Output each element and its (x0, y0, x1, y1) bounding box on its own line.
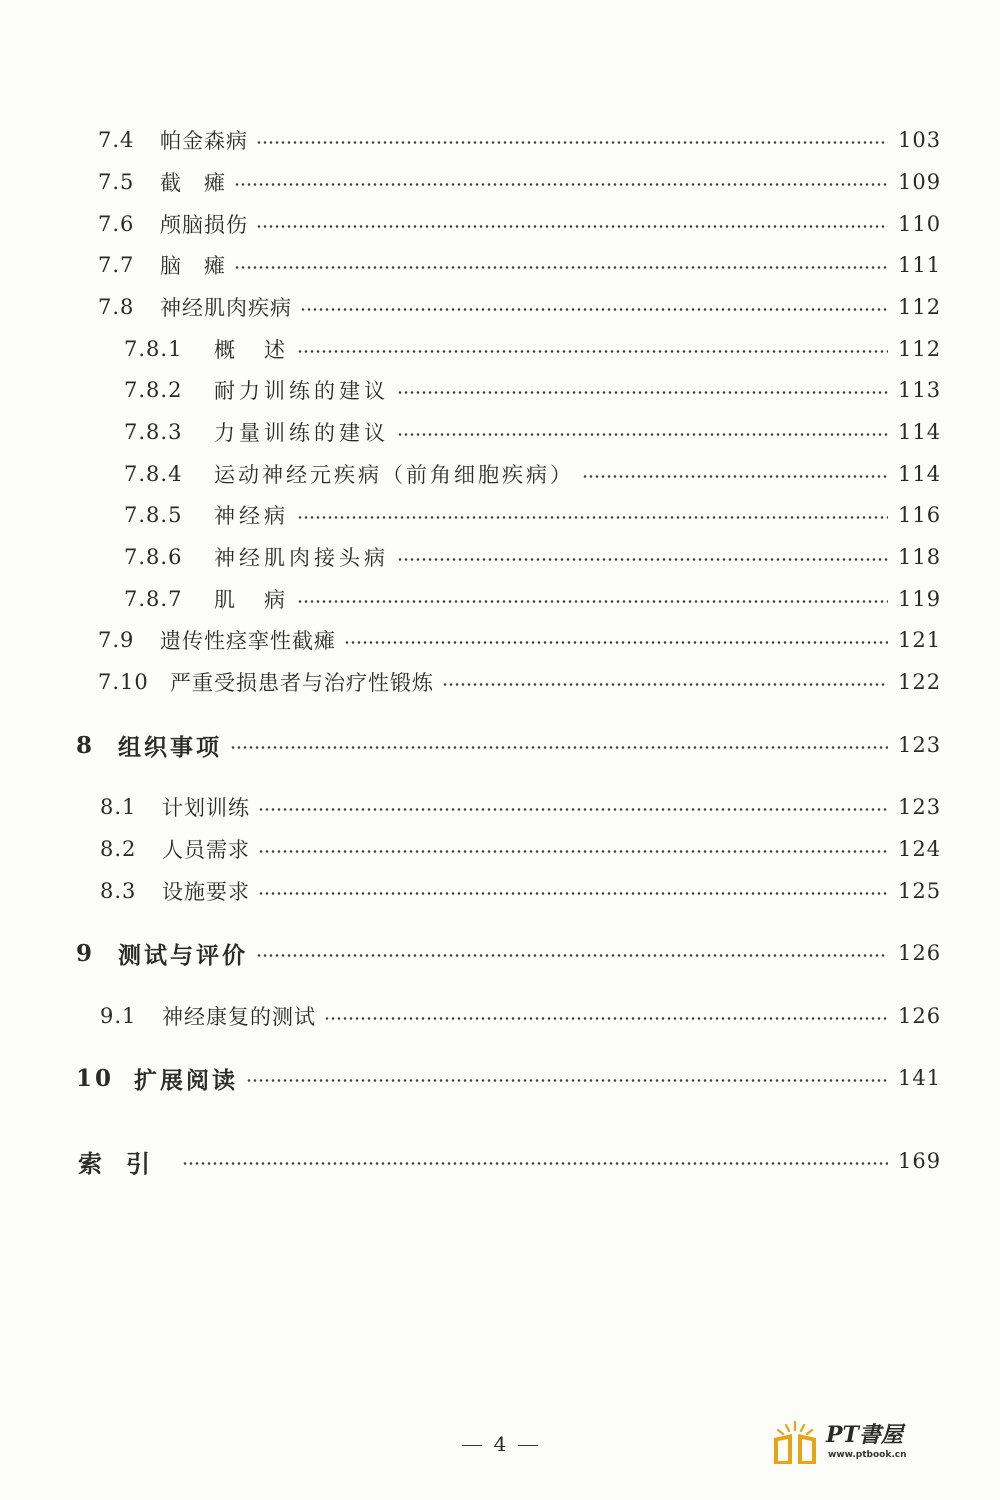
page-number: 119 (898, 587, 942, 611)
section-number: 7.7 (98, 253, 135, 277)
page-number: 118 (898, 545, 942, 569)
toc-entry[interactable] (124, 542, 942, 572)
page-number: 114 (898, 420, 942, 444)
page-number: 110 (898, 212, 942, 236)
dot-leader (582, 475, 888, 478)
dot-leader (397, 433, 888, 436)
toc-entry[interactable] (98, 125, 942, 155)
dot-leader (344, 641, 888, 644)
toc-entry[interactable] (124, 334, 942, 364)
dot-leader (256, 954, 888, 957)
section-number: 7.8.5 (124, 503, 183, 527)
footer-page-number: 4 (493, 1432, 507, 1456)
page-number: 111 (898, 253, 942, 277)
toc-entry[interactable] (98, 167, 942, 197)
section-title: 神经肌肉接头病 (214, 546, 389, 570)
page-number: 124 (898, 837, 942, 861)
chapter-title: 扩展阅读 (134, 1066, 238, 1094)
watermark-brand: PT書屋 (826, 1422, 903, 1448)
toc-entry[interactable] (98, 292, 942, 322)
section-number: 7.8.3 (124, 420, 183, 444)
dot-leader (256, 141, 888, 144)
section-title: 严重受损患者与治疗性锻炼 (170, 671, 434, 695)
section-title: 脑 瘫 (160, 254, 226, 278)
page-number: 141 (898, 1066, 942, 1090)
page-number: 114 (898, 462, 942, 486)
section-number: 9.1 (100, 1004, 137, 1028)
section-title: 神经康复的测试 (162, 1005, 316, 1029)
dot-leader (258, 808, 888, 811)
page-number: 123 (898, 733, 942, 757)
section-number: 8.2 (100, 837, 137, 861)
dot-leader (297, 516, 888, 519)
section-title: 神经病 (214, 504, 289, 528)
section-title: 设施要求 (162, 880, 250, 904)
chapter-title: 组织事项 (118, 733, 222, 761)
section-title: 运动神经元疾病（前角细胞疾病） (214, 463, 574, 487)
page-number: 125 (898, 879, 942, 903)
toc-entry[interactable] (98, 667, 942, 697)
dot-leader (234, 183, 888, 186)
chapter-number: 10 (76, 1064, 115, 1092)
dot-leader (234, 266, 888, 269)
dot-leader (258, 892, 888, 895)
toc-chapter[interactable] (76, 1063, 942, 1094)
section-title: 力量训练的建议 (214, 421, 389, 445)
dot-leader (182, 1162, 888, 1165)
section-title: 截 瘫 (160, 171, 226, 195)
chapter-title: 测试与评价 (118, 941, 248, 969)
section-number: 7.8.1 (124, 337, 183, 361)
toc-index[interactable] (78, 1146, 942, 1178)
dash-right (518, 1445, 538, 1447)
section-number: 7.9 (98, 628, 135, 652)
toc-entry[interactable] (124, 375, 942, 405)
section-number: 7.4 (98, 128, 135, 152)
section-title: 耐力训练的建议 (214, 379, 389, 403)
section-title: 颅脑损伤 (160, 213, 248, 237)
page-number: 113 (898, 378, 942, 402)
section-title: 计划训练 (162, 796, 250, 820)
toc-entry[interactable] (124, 584, 942, 614)
dot-leader (258, 850, 888, 853)
section-number: 7.8.2 (124, 378, 183, 402)
section-number: 7.8.6 (124, 545, 183, 569)
toc-entry[interactable] (124, 500, 942, 530)
chapter-number: 9 (76, 939, 96, 967)
page-number: 122 (898, 670, 942, 694)
toc-entry[interactable] (100, 792, 942, 822)
section-number: 7.8.4 (124, 462, 183, 486)
page-number: 121 (898, 628, 942, 652)
toc-chapter[interactable] (76, 730, 942, 761)
dot-leader (256, 225, 888, 228)
section-number: 7.6 (98, 212, 135, 236)
watermark-url: www.ptbook.cn (828, 1450, 907, 1460)
toc-entry[interactable] (100, 1001, 942, 1031)
section-title: 人员需求 (162, 838, 250, 862)
section-title: 概 述 (214, 338, 289, 362)
section-number: 7.10 (98, 670, 149, 694)
section-title: 神经肌肉疾病 (160, 296, 292, 320)
page-number: 169 (898, 1149, 942, 1173)
open-book-icon (770, 1420, 820, 1466)
page-number: 109 (898, 170, 942, 194)
toc-entry[interactable] (98, 625, 942, 655)
watermark-logo (770, 1418, 930, 1470)
section-number: 8.1 (100, 795, 137, 819)
toc-entry[interactable] (98, 250, 942, 280)
toc-chapter[interactable] (76, 938, 942, 969)
toc-entry[interactable] (100, 876, 942, 906)
toc-entry[interactable] (124, 459, 942, 489)
section-title: 肌 病 (214, 588, 289, 612)
page-number: 126 (898, 941, 942, 965)
page-number: 123 (898, 795, 942, 819)
dash-left (462, 1445, 482, 1447)
index-title: 索引 (78, 1148, 174, 1178)
section-title: 遗传性痉挛性截瘫 (160, 629, 336, 653)
page-number: 103 (898, 128, 942, 152)
section-number: 7.8.7 (124, 587, 183, 611)
section-number: 8.3 (100, 879, 137, 903)
section-title: 帕金森病 (160, 129, 248, 153)
page-number: 112 (898, 337, 942, 361)
toc-entry[interactable] (124, 417, 942, 447)
toc-entry[interactable] (98, 209, 942, 239)
toc-entry[interactable] (100, 834, 942, 864)
dot-leader (300, 308, 888, 311)
page-number: 116 (898, 503, 942, 527)
chapter-number: 8 (76, 731, 96, 759)
dot-leader (246, 1079, 888, 1082)
page-number: 112 (898, 295, 942, 319)
dot-leader (397, 558, 888, 561)
dot-leader (397, 391, 888, 394)
section-number: 7.5 (98, 170, 135, 194)
dot-leader (230, 746, 888, 749)
dot-leader (324, 1017, 888, 1020)
dot-leader (297, 600, 888, 603)
section-number: 7.8 (98, 295, 135, 319)
dot-leader (442, 683, 888, 686)
page-number: 126 (898, 1004, 942, 1028)
dot-leader (297, 350, 888, 353)
